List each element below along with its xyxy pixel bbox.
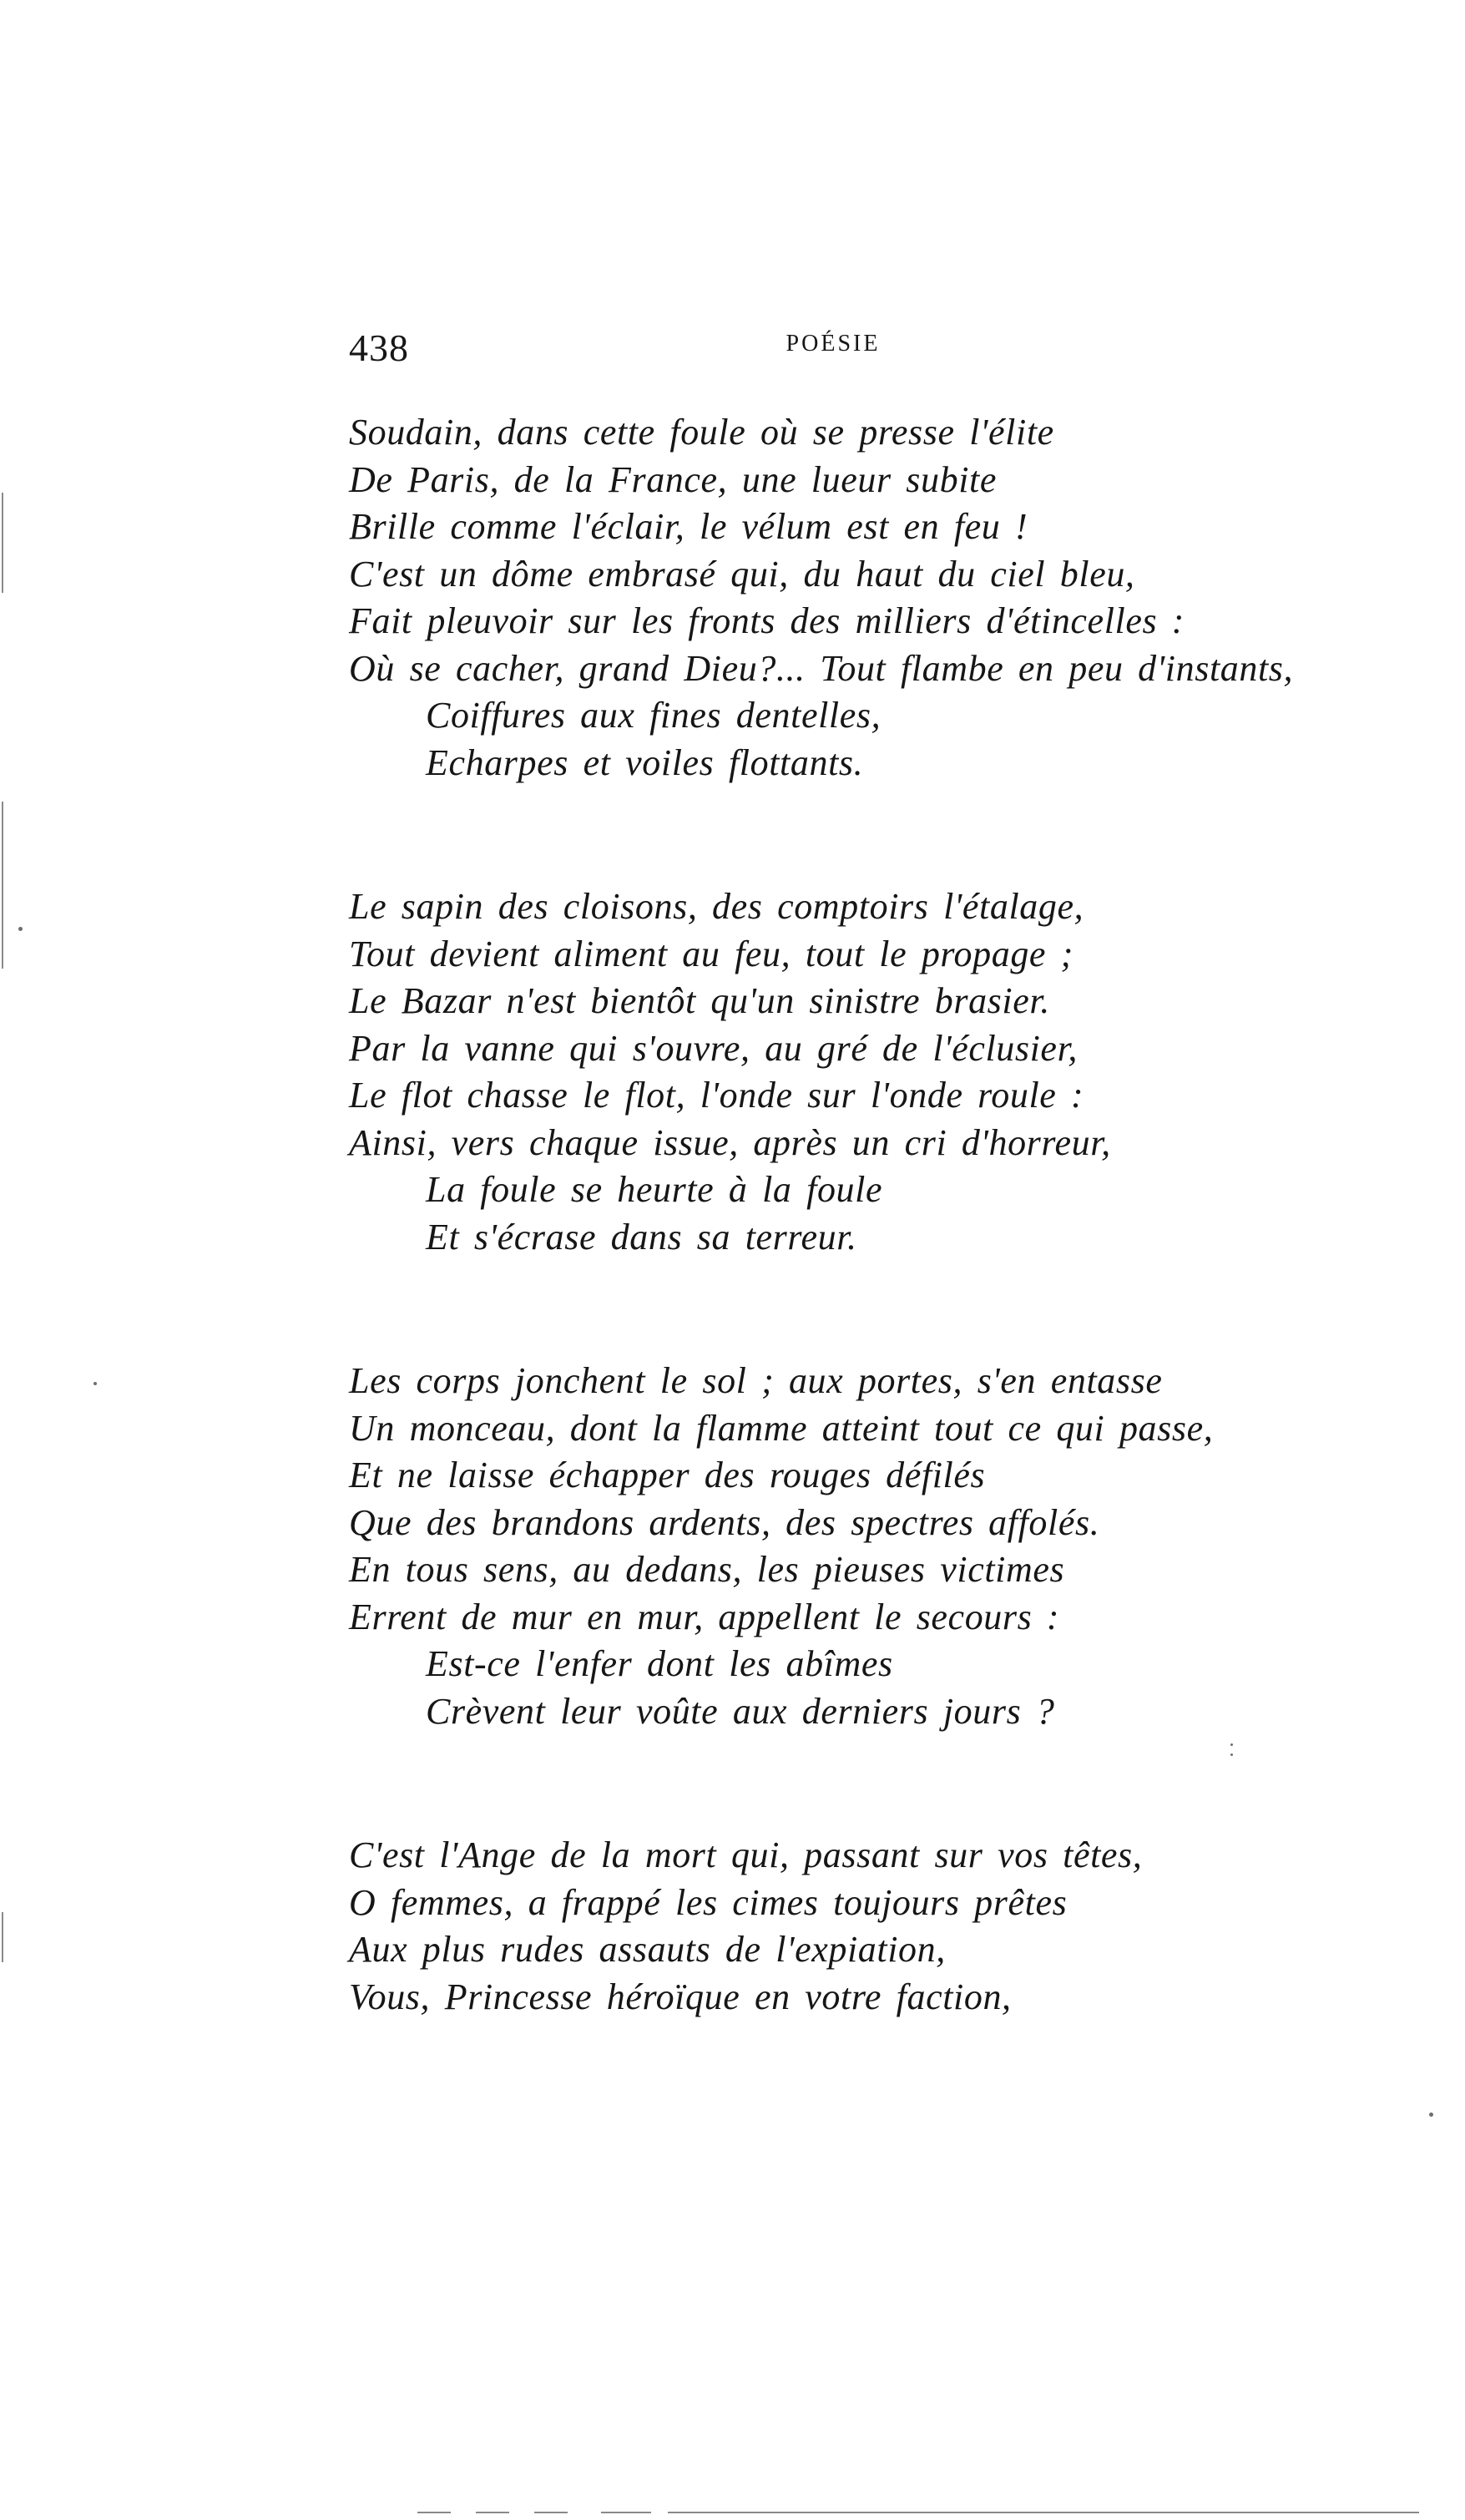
verse-line: C'est l'Ange de la mort qui, passant sur vos têtes, xyxy=(349,1834,1143,1875)
verse-line: C'est un dôme embrasé qui, du haut du ciel bleu, xyxy=(349,553,1135,595)
verse-line: De Paris, de la France, une lueur subite xyxy=(349,458,997,500)
verse-line: Brille comme l'éclair, le vélum est en feu ! xyxy=(349,506,1028,547)
verse-line: Errent de mur en mur, appellent le secours : xyxy=(349,1596,1060,1637)
verse-line: O femmes, a frappé les cimes toujours prêtes xyxy=(349,1881,1068,1923)
verse-line: Et s'écrase dans sa terreur. xyxy=(426,1216,857,1257)
scan-mark xyxy=(2,1912,3,1962)
scan-mark xyxy=(601,2512,651,2513)
stanza xyxy=(349,1358,1351,1735)
poem xyxy=(349,409,1351,2118)
scan-speck xyxy=(93,1382,97,1385)
scan-mark xyxy=(417,2512,451,2513)
verse-line: Le flot chasse le flot, l'onde sur l'onde roule : xyxy=(349,1075,1084,1116)
scan-mark xyxy=(668,2512,1419,2513)
verse-line: Soudain, dans cette foule où se presse l'élite xyxy=(349,412,1054,453)
verse-line: Que des brandons ardents, des spectres affolés. xyxy=(349,1501,1100,1543)
verse-line: Le sapin des cloisons, des comptoirs l'étalage, xyxy=(349,886,1084,927)
scan-mark xyxy=(2,802,3,969)
scan-mark xyxy=(2,493,3,593)
verse-line: Et ne laisse échapper des rouges défilés xyxy=(349,1455,986,1495)
verse-line: Par la vanne qui s'ouvre, au gré de l'éclusier, xyxy=(349,1027,1079,1069)
scan-mark xyxy=(534,2512,568,2513)
scan-speck xyxy=(1230,1753,1233,1756)
verse-line: Est-ce l'enfer dont les abîmes xyxy=(426,1643,893,1684)
scan-mark xyxy=(476,2512,509,2513)
scan-speck xyxy=(1429,2113,1433,2117)
page-number: 438 xyxy=(349,326,409,369)
scan-speck xyxy=(1230,1743,1233,1746)
verse-line: Le Bazar n'est bientôt qu'un sinistre brasier. xyxy=(349,980,1050,1021)
stanza xyxy=(349,1832,1351,2021)
verse-line: Ainsi, vers chaque issue, après un cri d'horreur, xyxy=(349,1121,1111,1163)
verse-line: En tous sens, au dedans, les pieuses victimes xyxy=(349,1549,1065,1590)
verse-line: Fait pleuvoir sur les fronts des milliers d'étincelles : xyxy=(349,600,1185,641)
verse-line: Où se cacher, grand Dieu?... Tout flambe en peu d'instants, xyxy=(349,647,1294,689)
verse-line: Crèvent leur voûte aux derniers jours ? xyxy=(426,1690,1055,1732)
stanza xyxy=(349,883,1351,1261)
running-title: POÉSIE xyxy=(786,331,881,357)
scan-speck xyxy=(18,927,23,931)
verse-line: La foule se heurte à la foule xyxy=(426,1169,883,1210)
verse-line: Echarpes et voiles flottants. xyxy=(426,741,864,783)
verse-line: Aux plus rudes assauts de l'expiation, xyxy=(349,1929,946,1970)
verse-line: Vous, Princesse héroïque en votre faction, xyxy=(349,1976,1012,2017)
verse-line: Les corps jonchent le sol ; aux portes, s'en entasse xyxy=(349,1360,1163,1401)
stanza xyxy=(349,409,1351,787)
verse-line: Un monceau, dont la flamme atteint tout ce qui passe, xyxy=(349,1407,1214,1449)
verse-line: Tout devient aliment au feu, tout le propage ; xyxy=(349,933,1073,974)
verse-line: Coiffures aux fines dentelles, xyxy=(426,695,882,736)
page-header xyxy=(349,317,1301,376)
